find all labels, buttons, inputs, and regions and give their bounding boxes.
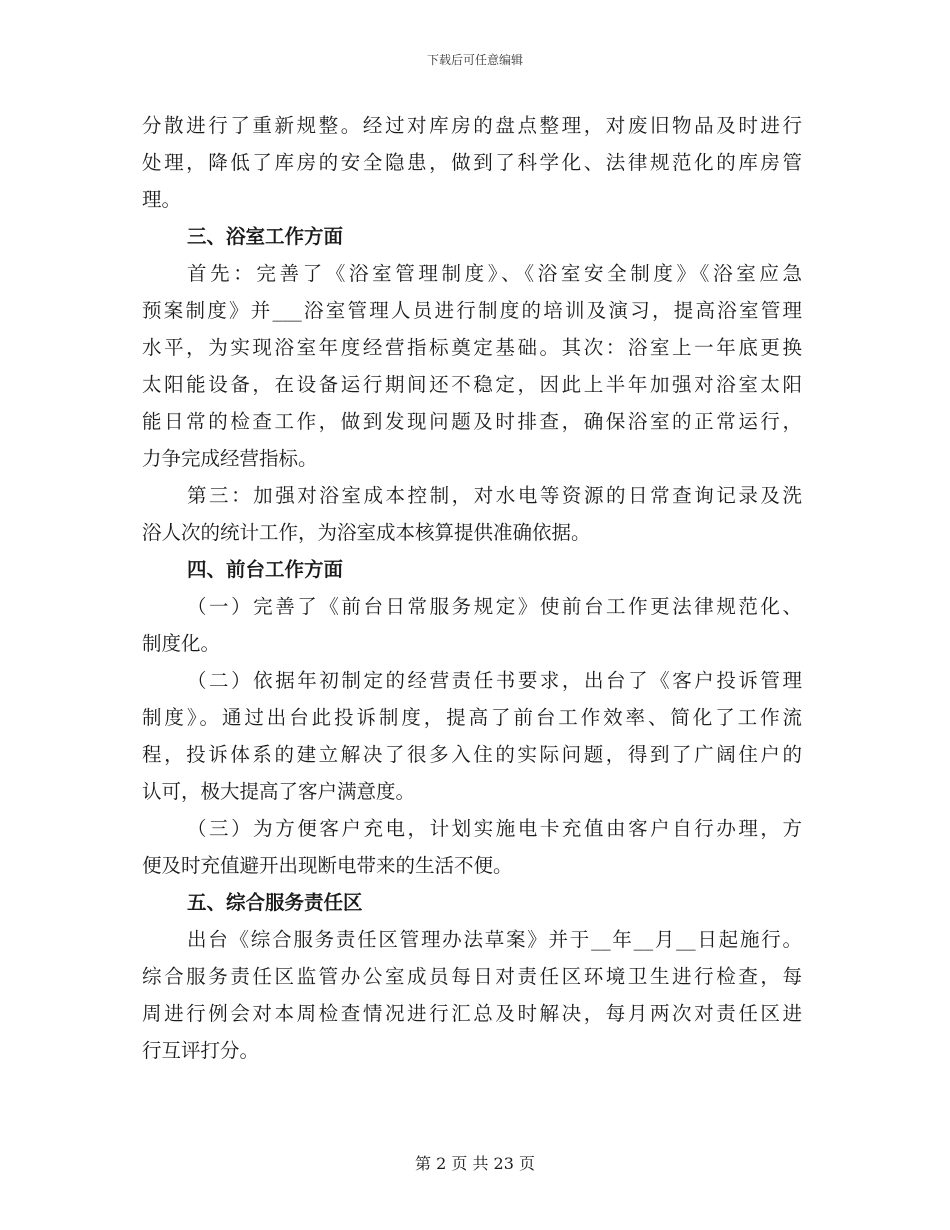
- paragraph-line: （三）为方便客户充电，计划实施电卡充值由客户自行办理，方: [187, 817, 802, 840]
- paragraph-line: （一）完善了《前台日常服务规定》使前台工作更法律规范化、: [187, 595, 802, 618]
- paragraph-line: 制度》。通过出台此投诉制度，提高了前台工作效率、简化了工作流: [142, 706, 802, 729]
- paragraph-line: 周进行例会对本周检查情况进行汇总及时解决，每月两次对责任区进: [142, 1002, 802, 1025]
- section-heading: 四、前台工作方面: [187, 558, 344, 581]
- paragraph-line: （二）依据年初制定的经营责任书要求，出台了《客户投诉管理: [187, 669, 802, 692]
- paragraph-line: 水平，为实现浴室年度经营指标奠定基础。其次：浴室上一年底更换: [142, 336, 802, 359]
- paragraph-line: 行互评打分。: [142, 1039, 260, 1062]
- paragraph-line: 浴人次的统计工作，为浴室成本核算提供准确依据。: [142, 521, 591, 544]
- document-body: [142, 107, 802, 1069]
- paragraph-line: 分散进行了重新规整。经过对库房的盘点整理，对废旧物品及时进行: [142, 114, 802, 137]
- page-number-footer: 第 2 页 共 23 页: [415, 1154, 535, 1173]
- paragraph-line: 处理，降低了库房的安全隐患，做到了科学化、法律规范化的库房管: [142, 151, 802, 174]
- section-heading: 三、浴室工作方面: [187, 225, 344, 248]
- paragraph-line: 综合服务责任区监管办公室成员每日对责任区环境卫生进行检查，每: [142, 965, 802, 988]
- paragraph-line: 预案制度》并___浴室管理人员进行制度的培训及演习，提高浴室管理: [142, 299, 802, 322]
- paragraph-line: 太阳能设备，在设备运行期间还不稳定，因此上半年加强对浴室太阳: [142, 373, 802, 396]
- paragraph-line: 出台《综合服务责任区管理办法草案》并于__年__月__日起施行。: [187, 928, 802, 951]
- paragraph-line: 能日常的检查工作，做到发现问题及时排查，确保浴室的正常运行，: [142, 410, 802, 433]
- paragraph-line: 理。: [142, 188, 182, 211]
- page-header: 下载后可任意编辑: [426, 53, 523, 67]
- paragraph-line: 制度化。: [142, 632, 221, 655]
- paragraph-line: 第三：加强对浴室成本控制，对水电等资源的日常查询记录及洗: [187, 484, 802, 507]
- paragraph-line: 认可，极大提高了客户满意度。: [142, 780, 416, 803]
- paragraph-line: 首先：完善了《浴室管理制度》、《浴室安全制度》《浴室应急: [187, 262, 802, 285]
- paragraph-line: 力争完成经营指标。: [142, 447, 318, 470]
- section-heading: 五、综合服务责任区: [187, 891, 363, 914]
- paragraph-line: 便及时充值避开出现断电带来的生活不便。: [142, 854, 513, 877]
- paragraph-line: 程，投诉体系的建立解决了很多入住的实际问题，得到了广阔住户的: [142, 743, 802, 766]
